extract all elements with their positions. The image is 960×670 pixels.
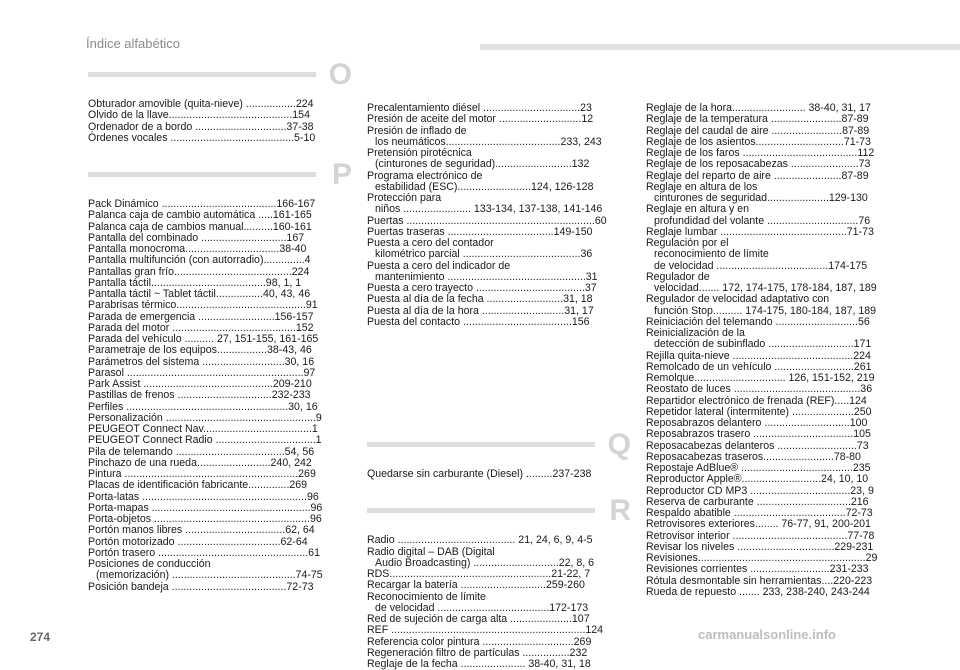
index-entry: Portón motorizado ...................................62-64 xyxy=(88,535,308,548)
entry-list xyxy=(367,103,631,328)
index-entry: Obturador amovible (quita-nieve) .................224 xyxy=(88,98,314,110)
index-entry: función Stop.......... 174-175, 180-184, 187, 189 xyxy=(654,304,877,317)
index-column-3 xyxy=(646,103,910,598)
section-letter: R xyxy=(609,494,631,528)
index-entry: Ordenador de a bordo ...............................37-38 xyxy=(88,120,314,133)
index-entry: Placas de identificación fabricante..............269 xyxy=(88,479,308,492)
index-entry: Parasol ............................................................97 xyxy=(88,366,316,379)
index-entry: Reposabrazos trasero ..................................105 xyxy=(646,428,871,441)
index-entry: Reiniciación del telemando ............................56 xyxy=(646,315,870,328)
entry-list xyxy=(367,535,631,670)
index-entry: Posición bandeja .......................................72-73 xyxy=(88,580,314,593)
index-entry: niños ....................... 133-134, 137-138, 141-146 xyxy=(375,203,603,216)
index-column-1 xyxy=(88,58,352,593)
index-entry: Reserva de carburante ................................216 xyxy=(646,495,869,508)
index-entry: Reglaje de los faros .......................................112 xyxy=(646,147,875,159)
index-entry: Pila de telemando .....................................54, 56 xyxy=(88,445,315,458)
index-entry: Quedarse sin carburante (Diesel) .........237-238 xyxy=(367,468,592,480)
index-entry: Red de sujeción de carga alta .....................107 xyxy=(367,613,590,625)
index-entry: Regulación por el xyxy=(646,237,729,249)
index-entry: reconocimiento de límite xyxy=(654,248,769,261)
index-entry: Posiciones de conducción xyxy=(88,558,211,570)
section-divider xyxy=(367,508,595,513)
index-entry: PEUGEOT Connect Radio ..................................1 xyxy=(88,434,322,447)
index-entry: Repostaje AdBlue® ......................................235 xyxy=(646,462,871,474)
section-letter: P xyxy=(331,158,352,191)
index-entry: velocidad....... 172, 174-175, 178-184, 187, 189 xyxy=(654,282,877,294)
index-entry: Parada del motor ..........................................152 xyxy=(88,321,314,334)
index-entry: Puertas ................................................................60 xyxy=(367,214,607,227)
index-entry: Rueda de repuesto ....... 233, 238-240, 243-244 xyxy=(646,585,870,598)
index-entry: Revisar los niveles .................................229-231 xyxy=(646,540,874,553)
index-entry: Remolcado de un vehículo ...........................261 xyxy=(646,360,872,373)
section-divider xyxy=(88,172,316,177)
index-entry: Reglaje en altura y en xyxy=(646,203,750,216)
index-entry: Pastillas de frenos ................................232-233 xyxy=(88,389,311,402)
index-entry: Rótula desmontable sin herramientas....220-223 xyxy=(646,574,873,587)
index-entry: Park Assist ............................................209-210 xyxy=(88,378,312,390)
index-entry: Programa electrónico de xyxy=(367,169,483,182)
index-entry: Presión de aceite del motor ............................12 xyxy=(367,113,594,126)
index-entry: Reglaje del caudal de aire ........................87-89 xyxy=(646,124,870,137)
page-header-title: Índice alfabético xyxy=(86,36,180,51)
index-entry: Repartidor electrónico de frenada (REF).....124 xyxy=(646,394,867,407)
index-entry: Puertas traseras ....................................149-150 xyxy=(367,225,593,238)
index-entry: Reinicialización de la xyxy=(646,327,745,339)
index-entry: REF ..................................................................124 xyxy=(367,624,604,637)
index-column-2 xyxy=(367,103,631,670)
index-entry: de velocidad ......................................174-175 xyxy=(654,259,868,272)
index-section-p xyxy=(88,158,352,593)
index-section-q xyxy=(367,428,631,480)
index-entry: los neumáticos.......................................233, 243 xyxy=(375,135,602,148)
index-entry: Pantallas gran frío........................................224 xyxy=(88,265,310,278)
index-entry: Palanca caja de cambios manual..........160-161 xyxy=(88,220,312,233)
index-entry: Pack Dinámico .......................................166-167 xyxy=(88,198,316,210)
index-entry: Retrovisores exteriores........ 76-77, 91, 200-201 xyxy=(646,518,871,531)
index-entry: Porta-objetos .....................................................96 xyxy=(88,513,322,525)
section-divider xyxy=(367,442,595,447)
index-entry: Reposacabezas traseros........................78-80 xyxy=(646,450,861,463)
index-entry: Personalización ...................................................9 xyxy=(88,411,322,424)
index-entry: Parámetros del sistema ............................30, 16 xyxy=(88,355,315,368)
index-entry: Reposabrazos delantero .............................100 xyxy=(646,417,868,429)
index-entry: Regulador de xyxy=(646,270,710,283)
index-entry: Reostato de luces ...........................................36 xyxy=(646,383,873,396)
index-entry: cinturones de seguridad.....................129-130 xyxy=(654,192,868,204)
index-section-r xyxy=(367,494,631,670)
index-entry: Puesta a cero trayecto .....................................37 xyxy=(367,282,597,294)
index-entry: Órdenes vocales ..........................................5-10 xyxy=(88,131,316,144)
index-entry: Revisiones.........................................................29 xyxy=(646,552,878,564)
entry-list xyxy=(646,103,910,598)
index-entry: Reglaje del reparto de aire .......................87-89 xyxy=(646,169,869,182)
index-entry: Reposacabezas delanteros ...........................73 xyxy=(646,439,869,452)
index-entry: Pantalla monocroma................................38-40 xyxy=(88,243,307,255)
section-letter: O xyxy=(328,58,352,91)
index-entry: Pinchazo de una rueda.........................240, 242 xyxy=(88,456,312,469)
index-entry: Parada de emergencia ..........................156-157 xyxy=(88,310,314,323)
index-entry: Revisiones corrientes ...........................231-233 xyxy=(646,563,869,576)
index-entry: Reglaje en altura de los xyxy=(646,180,758,193)
index-entry: Pretensión pirotécnica xyxy=(367,147,472,159)
index-entry: Parametraje de los equipos.................38-43, 46 xyxy=(88,344,312,357)
index-entry: Radio digital – DAB (Digital xyxy=(367,545,495,558)
index-entry: Repetidor lateral (intermitente) .....................250 xyxy=(646,405,872,418)
index-section-p-continued xyxy=(367,103,631,328)
index-section-r-continued xyxy=(646,103,910,598)
index-entry: Reglaje de los reposacabezas .......................73 xyxy=(646,158,871,171)
index-entry: Portón trasero ...................................................61 xyxy=(88,546,320,559)
index-entry: Puesta a cero del indicador de xyxy=(367,259,511,272)
index-entry: Puesta del contacto .....................................156 xyxy=(367,315,590,328)
entry-list xyxy=(88,99,352,144)
index-entry: Recargar la batería .............................259-260 xyxy=(367,579,585,592)
index-entry: Regulador de velocidad adaptativo con xyxy=(646,293,830,306)
section-letter: Q xyxy=(607,428,631,461)
index-entry: Puesta al día de la fecha ..........................31, 18 xyxy=(367,293,593,306)
index-entry: profundidad del volante ...............................76 xyxy=(654,214,871,227)
index-entry: (memorización) ..........................................74-75 xyxy=(96,569,323,582)
index-entry: PEUGEOT Connect Nav.....................................1 xyxy=(88,423,318,435)
index-entry: Olvido de la llave..........................................154 xyxy=(88,109,310,122)
index-entry: Parada del vehículo .......... 27, 151-155, 161-165 xyxy=(88,333,319,345)
index-entry: Precalentamiento diésel .................................23 xyxy=(367,102,592,114)
index-entry: Reglaje de la hora......................... 38-40, 31, 17 xyxy=(646,102,871,114)
index-entry: Portón manos libres ..................................62, 64 xyxy=(88,524,315,537)
header-divider xyxy=(480,44,960,50)
index-entry: estabilidad (ESC).........................124, 126-128 xyxy=(375,180,594,193)
index-entry: Reproductor Apple®...........................24, 10, 10 xyxy=(646,473,869,486)
index-entry: Reglaje de la temperatura ........................87-89 xyxy=(646,113,869,126)
index-entry: de velocidad ......................................172-173 xyxy=(375,601,589,614)
index-entry: RDS.......................................................21-22, 7 xyxy=(367,568,591,580)
entry-list xyxy=(367,469,631,480)
index-entry: mantenimiento ...............................................31 xyxy=(375,270,598,283)
index-entry: Reconocimiento de límite xyxy=(367,590,486,603)
index-entry: Presión de inflado de xyxy=(367,124,467,137)
index-entry: Pantalla táctil.......................................98, 1, 1 xyxy=(88,276,302,289)
index-entry: Parabrisas térmico............................................91 xyxy=(88,299,318,312)
index-entry: Puesta al día de la hora ............................31, 17 xyxy=(367,304,594,317)
index-entry: (cinturones de seguridad)..........................132 xyxy=(375,158,590,171)
index-entry: Retrovisor interior .......................................77-78 xyxy=(646,529,875,542)
index-entry: Reglaje de los asientos..............................71-73 xyxy=(646,135,871,148)
entry-list xyxy=(88,199,352,593)
index-entry: Protección para xyxy=(367,192,442,204)
index-entry: Perfiles .......................................................30, 16 xyxy=(88,400,318,413)
index-entry: Palanca caja de cambio automática .....161-165 xyxy=(88,209,312,222)
section-divider xyxy=(88,72,316,77)
index-entry: kilométrico parcial ........................................36 xyxy=(375,248,593,261)
index-entry: Audio Broadcasting) .............................22, 8, 6 xyxy=(375,556,595,569)
index-entry: Respaldo abatible ......................................72-73 xyxy=(646,507,873,519)
index-entry: Puesta a cero del contador xyxy=(367,237,494,249)
page-number: 274 xyxy=(30,630,51,644)
index-entry: Reglaje lumbar ...........................................71-73 xyxy=(646,225,874,238)
index-entry: Radio ........................................ 21, 24, 6, 9, 4-5 xyxy=(367,534,593,547)
index-entry: Porta-latas ........................................................96 xyxy=(88,490,319,503)
index-entry: Porta-mapas ......................................................96 xyxy=(88,501,323,514)
index-entry: Rejilla quita-nieve .........................................224 xyxy=(646,349,871,362)
index-entry: Pintura ...........................................................269 xyxy=(88,468,316,480)
index-entry: Reproductor CD MP3 ..................................23, 9 xyxy=(646,484,874,497)
index-entry: Reglaje de la fecha ...................... 38-40, 31, 18 xyxy=(367,658,591,670)
index-entry: Pantalla multifunción (con autorradio)..............4 xyxy=(88,254,311,267)
index-entry: Remolque............................... 126, 151-152, 219 xyxy=(646,372,875,384)
index-entry: Referencia color pintura ...............................269 xyxy=(367,635,592,648)
index-entry: Pantalla del combinado .............................167 xyxy=(88,231,305,244)
watermark-logo: carmanualsonline.info xyxy=(698,627,836,642)
index-entry: Regeneración filtro de partículas ................232 xyxy=(367,646,588,659)
index-entry: Pantalla táctil ~ Tablet táctil................40, 43, 46 xyxy=(88,288,311,300)
index-entry: detección de subinflado .............................171 xyxy=(654,338,872,351)
index-section-o xyxy=(88,58,352,144)
